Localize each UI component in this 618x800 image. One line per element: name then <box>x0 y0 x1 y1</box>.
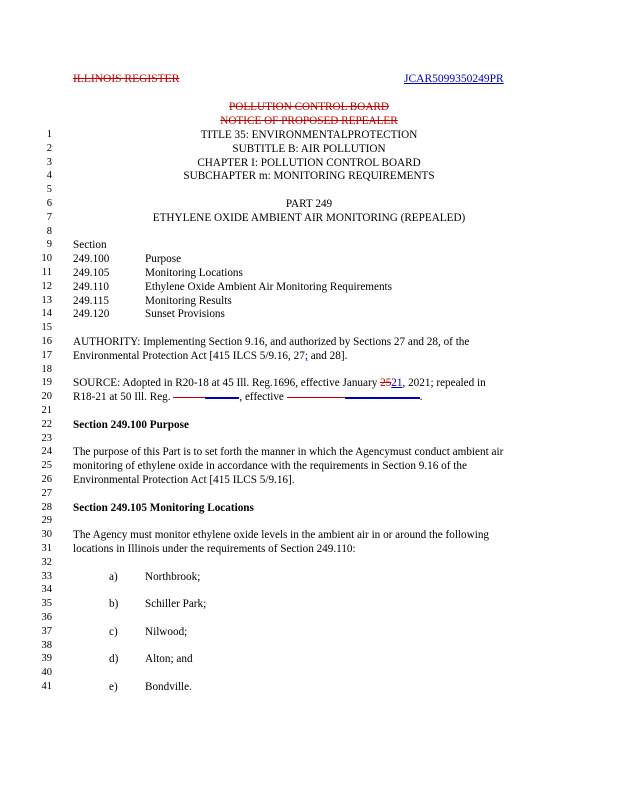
toc-section-number: 249.115 <box>73 294 109 307</box>
register-header: ILLINOIS REGISTER <box>73 73 180 85</box>
line-number: 33 <box>41 570 52 582</box>
line-number: 18 <box>41 363 52 375</box>
line-number: 17 <box>41 349 52 361</box>
location-name: Bondville. <box>145 681 192 693</box>
struck-blank <box>173 397 205 398</box>
part-number: PART 249 <box>285 198 333 210</box>
inserted-text: 21 <box>391 377 403 390</box>
line-number: 28 <box>41 501 52 513</box>
list-letter: a) <box>109 570 118 583</box>
line-number: 29 <box>41 515 52 527</box>
chapter-line: CHAPTER I: POLLUTION CONTROL BOARD <box>197 156 421 169</box>
line-number: 4 <box>46 170 52 182</box>
line-number: 13 <box>41 294 52 306</box>
line-number: 30 <box>41 529 52 541</box>
line-number: 19 <box>41 377 52 389</box>
line-number: 34 <box>41 584 52 596</box>
inserted-text: ; <box>304 349 308 362</box>
list-letter: e) <box>109 681 118 693</box>
section-heading: Section 249.105 Monitoring Locations <box>73 501 254 514</box>
inserted-blank <box>345 397 420 399</box>
source-line-2: R18-21 at 50 Ill. Reg. , effective . <box>73 391 423 404</box>
toc-heading: Section <box>73 239 107 252</box>
toc-section-label: Purpose <box>145 253 182 266</box>
paragraph-line: The purpose of this Part is to set forth the manner in which the Agencymust conduct ambient air <box>73 446 504 459</box>
location-name: Schiller Park; <box>145 598 207 611</box>
struck-board-name: POLLUTION CONTROL BOARD <box>229 101 389 113</box>
line-number: 8 <box>46 225 52 237</box>
toc-section-number: 249.110 <box>73 280 109 293</box>
authority-line-1: AUTHORITY: Implementing Section 9.16, and authorized by Sections 27 and 28, of the <box>73 336 470 348</box>
struck-blank <box>287 397 345 398</box>
line-number: 23 <box>41 432 52 444</box>
line-number: 12 <box>41 280 52 292</box>
toc-section-label: Ethylene Oxide Ambient Air Monitoring Requirements <box>145 280 393 293</box>
toc-section-number: 249.105 <box>73 267 110 279</box>
line-number: 3 <box>46 156 52 168</box>
line-number: 37 <box>41 625 52 637</box>
line-number: 10 <box>41 253 52 265</box>
document-id-link[interactable]: JCAR5099350249PR <box>404 73 504 85</box>
line-number: 14 <box>41 308 52 320</box>
line-number: 36 <box>41 612 52 623</box>
source-line-1: SOURCE: Adopted in R20-18 at 45 Ill. Reg.1696, effective January 2521, 2021; repealed in <box>73 377 486 390</box>
line-number: 9 <box>46 239 52 251</box>
list-letter: b) <box>109 598 119 611</box>
line-number: 16 <box>41 336 52 347</box>
line-number: 5 <box>46 184 52 196</box>
location-name: Northbrook; <box>145 570 201 583</box>
line-number: 32 <box>41 556 52 568</box>
toc-section-number: 249.120 <box>73 308 110 321</box>
line-number: 25 <box>41 460 52 472</box>
line-number: 27 <box>41 487 52 499</box>
line-number: 20 <box>41 391 52 403</box>
list-letter: c) <box>109 625 118 638</box>
line-number: 21 <box>41 405 52 416</box>
line-number: 15 <box>41 322 52 334</box>
part-title: ETHYLENE OXIDE AMBIENT AIR MONITORING (REPEALED) <box>152 211 466 224</box>
paragraph-line: monitoring of ethylene oxide in accordance with the requirements in Section 9.16 of the <box>73 460 467 473</box>
line-number: 31 <box>41 543 52 554</box>
line-number: 2 <box>46 142 52 154</box>
line-number: 11 <box>41 267 52 278</box>
deleted-text: 25 <box>380 377 392 390</box>
authority-line-2: Environmental Protection Act [415 ILCS 5/9.16, 27; and 28]. <box>73 349 348 362</box>
line-number: 38 <box>41 639 52 651</box>
line-number: 7 <box>46 211 52 223</box>
line-number: 40 <box>41 667 52 679</box>
paragraph-line: locations in Illinois under the requirements of Section 249.110: <box>73 543 356 555</box>
inserted-blank <box>205 397 239 399</box>
line-number: 22 <box>41 418 52 430</box>
line-number: 24 <box>41 446 52 458</box>
line-number: 6 <box>46 198 52 209</box>
toc-section-label: Sunset Provisions <box>145 308 225 321</box>
paragraph-line: The Agency must monitor ethylene oxide levels in the ambient air in or around the following <box>73 529 490 542</box>
line-number: 41 <box>41 681 52 692</box>
line-number: 35 <box>41 598 52 610</box>
struck-notice-title: NOTICE OF PROPOSED REPEALER <box>220 115 398 127</box>
line-number: 1 <box>46 129 52 140</box>
subchapter-line: SUBCHAPTER m: MONITORING REQUIREMENTS <box>183 170 435 183</box>
location-name: Nilwood; <box>145 625 188 638</box>
location-name: Alton; and <box>145 653 193 666</box>
title-line: TITLE 35: ENVIRONMENTALPROTECTION <box>200 129 418 141</box>
section-heading: Section 249.100 Purpose <box>73 418 189 431</box>
list-letter: d) <box>109 653 119 666</box>
line-number: 26 <box>41 474 52 485</box>
paragraph-line: Environmental Protection Act [415 ILCS 5/9.16]. <box>73 474 295 486</box>
toc-section-label: Monitoring Locations <box>145 267 243 279</box>
line-number: 39 <box>41 653 52 665</box>
toc-section-number: 249.100 <box>73 253 110 266</box>
toc-section-label: Monitoring Results <box>145 294 232 307</box>
subtitle-line: SUBTITLE B: AIR POLLUTION <box>232 142 386 155</box>
